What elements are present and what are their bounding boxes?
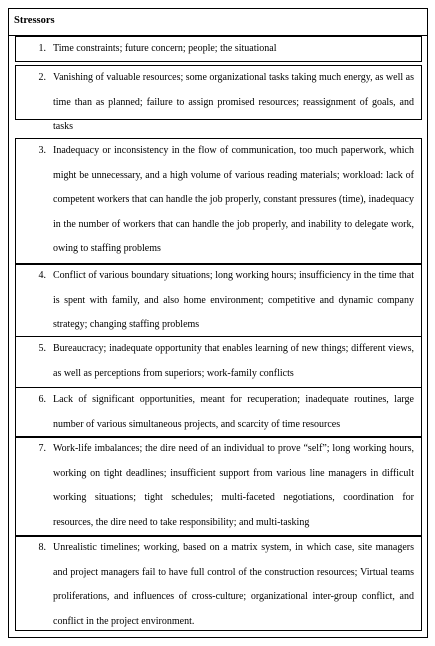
table-row <box>15 36 422 62</box>
row-text: Bureaucracy; inadequate opportunity that enables learning of new things; different views, as well as perceptions from superiors; work-family conflicts <box>53 343 414 379</box>
table-row <box>15 336 422 388</box>
row-number: 6. <box>38 394 46 405</box>
table-row <box>15 387 422 438</box>
table-row <box>15 535 422 631</box>
table-row <box>15 436 422 537</box>
table-row <box>15 65 422 132</box>
row-text: Lack of significant opportunities, meant for recuperation; inadequate routines, large number of various simultaneous projects, and scarcity of time resources <box>53 394 414 430</box>
row-number: 1. <box>38 43 46 54</box>
row-number: 2. <box>38 72 46 83</box>
row-number: 8. <box>38 542 46 553</box>
row-number: 5. <box>38 343 46 354</box>
stressors-table <box>8 8 428 638</box>
row-text: Unrealistic timelines; working, based on a matrix system, in which case, site managers and project managers fail to have full control of the construction resources; Virtual teams proliferations, and influences of cross-culture; organizational inter-group conflict, and conflict in the project environment. <box>53 542 414 627</box>
row-text: Vanishing of valuable resources; some organizational tasks taking much energy, as well as time than as planned; failure to assign promised resources; reassignment of goals, and tasks <box>53 72 414 132</box>
row-number: 3. <box>38 145 46 156</box>
row-number: 4. <box>38 270 46 281</box>
row-text: Work-life imbalances; the dire need of an individual to prove “self”; long working hours, working on tight deadlines; insufficient support from various line managers in difficult working situations; tight schedules; multi-faceted negotiations, coordination for resources, the dire need to take responsibility; and multi-tasking <box>53 443 414 528</box>
row-text: Inadequacy or inconsistency in the flow of communication, too much paperwork, which might be unnecessary, and a high volume of various reading materials; workload: lack of competent workers that can handle the job properly, constant pressures (time), inadequacy in the number of workers that can handle the job properly, and inability to delegate work, owing to staffing problems <box>53 145 414 254</box>
row-number: 7. <box>38 443 46 454</box>
table-row <box>15 263 422 337</box>
table-header: Stressors <box>9 9 427 36</box>
table-row <box>15 138 422 265</box>
row-text: Conflict of various boundary situations; long working hours; insufficiency in the time that is spent with family, and also home environment; competitive and dynamic company strategy; changing staffing problems <box>53 270 414 330</box>
row-text: Time constraints; future concern; people; the situational <box>53 43 277 54</box>
